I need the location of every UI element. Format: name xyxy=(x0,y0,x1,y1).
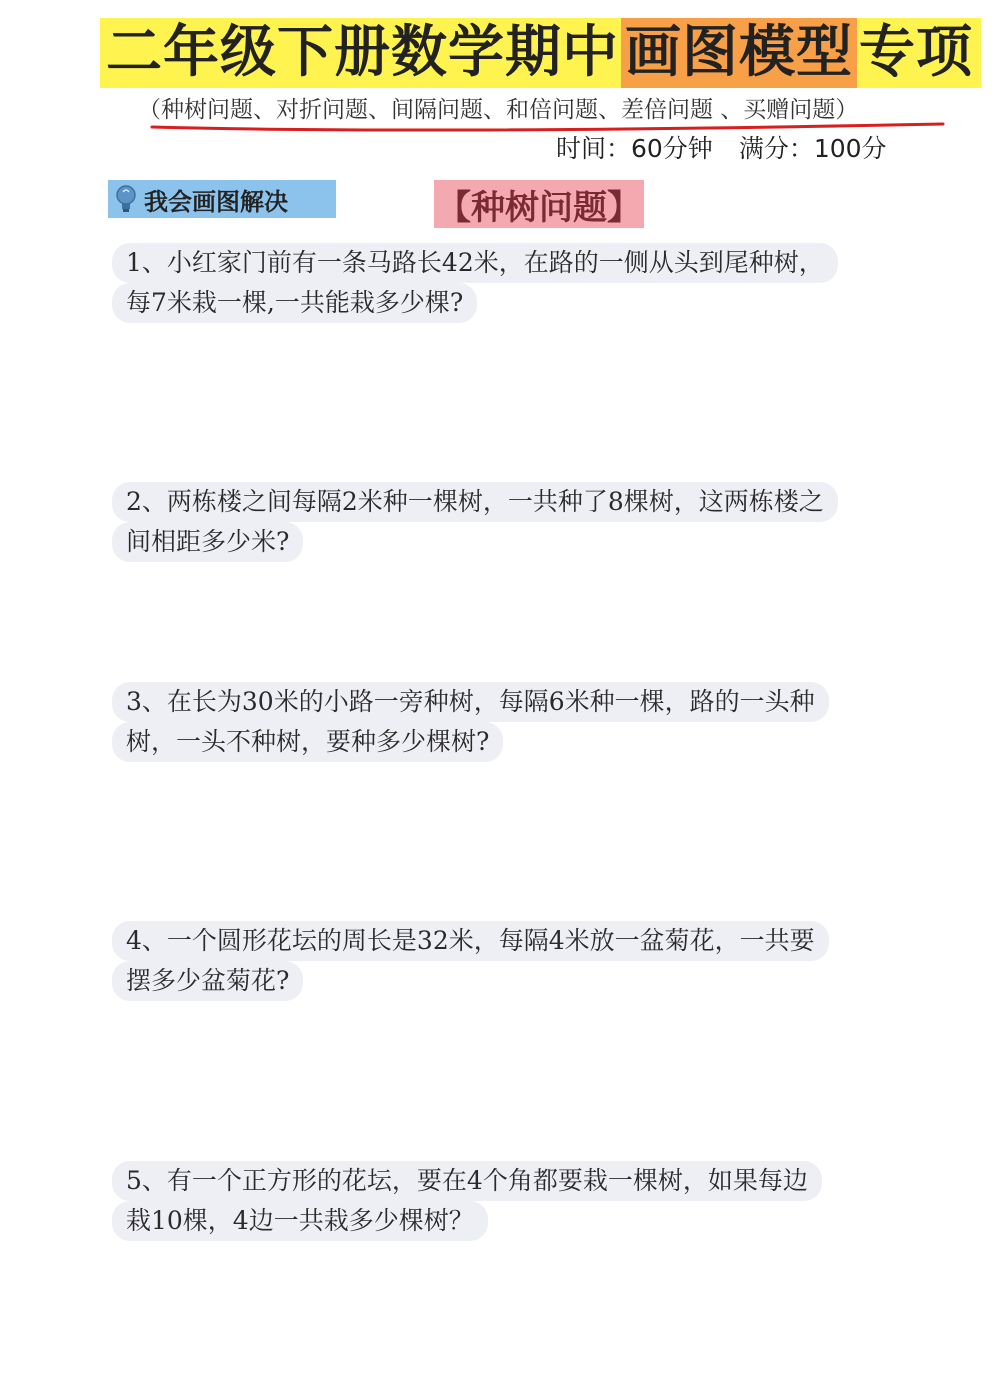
question-line: 每7米栽一棵,一共能栽多少棵? xyxy=(112,283,477,323)
section-title: 【种树问题】 xyxy=(434,180,644,228)
title-part-2-highlight: 画图模型 xyxy=(621,18,857,88)
question-1 xyxy=(112,243,962,323)
full-score: 满分：100分 xyxy=(738,134,887,163)
title-part-1: 二年级下册数学期中 xyxy=(100,18,621,88)
question-3 xyxy=(112,682,962,762)
title-part-3: 专项 xyxy=(857,18,981,88)
question-line: 树，一头不种树，要种多少棵树? xyxy=(112,722,503,762)
question-line: 2、两栋楼之间每隔2米种一棵树，一共种了8棵树，这两栋楼之 xyxy=(112,482,838,522)
exam-meta xyxy=(556,132,976,166)
question-line: 栽10棵，4边一共栽多少棵树？ xyxy=(112,1201,488,1241)
page-title xyxy=(100,18,986,88)
question-line: 4、一个圆形花坛的周长是32米，每隔4米放一盆菊花，一共要 xyxy=(112,921,829,961)
topic-list-subtitle: （种树问题、对折问题、间隔问题、和倍问题、差倍问题 、买赠问题） xyxy=(138,97,859,123)
hint-tag-label: 我会画图解决 xyxy=(144,186,288,216)
question-4 xyxy=(112,921,962,1001)
lightbulb-icon xyxy=(108,180,144,218)
question-5 xyxy=(112,1161,962,1241)
question-line: 5、有一个正方形的花坛，要在4个角都要栽一棵树，如果每边 xyxy=(112,1161,822,1201)
question-line: 摆多少盆菊花? xyxy=(112,961,303,1001)
hint-tag xyxy=(108,180,336,218)
time-limit: 时间：60分钟 xyxy=(556,134,713,163)
question-line: 3、在长为30米的小路一旁种树，每隔6米种一棵，路的一头种 xyxy=(112,682,829,722)
question-2 xyxy=(112,482,962,562)
question-line: 间相距多少米? xyxy=(112,522,303,562)
question-line: 1、小红家门前有一条马路长42米，在路的一侧从头到尾种树， xyxy=(112,243,838,283)
